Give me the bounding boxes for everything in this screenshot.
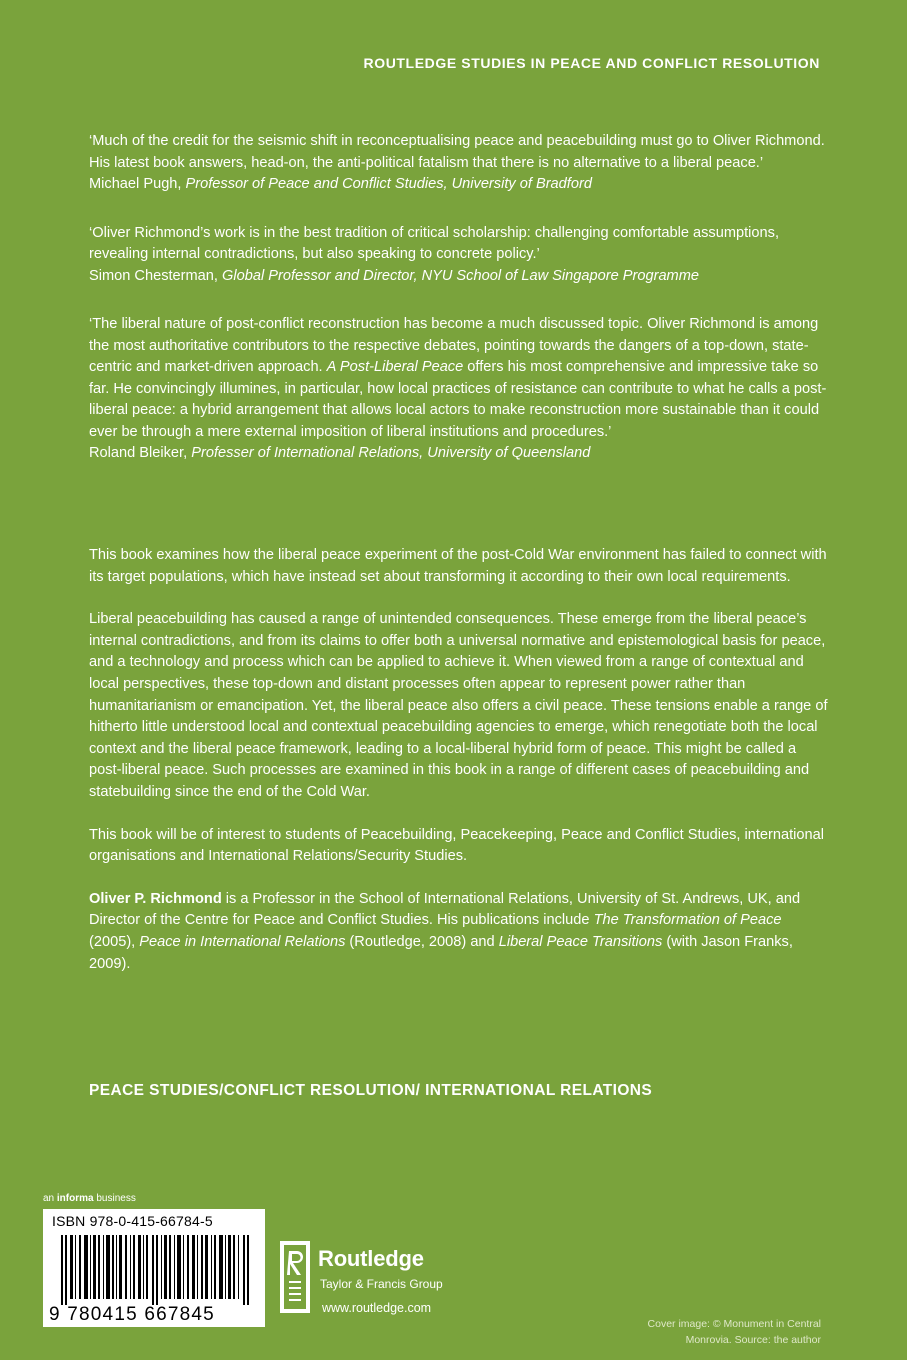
- bio-text: (Routledge, 2008) and: [345, 933, 499, 950]
- bio-text: is a Professor in the School of International Relations, University of St. Andrews, UK, and Director of the Centre for Peace and Conflict Studies. His publications include: [89, 890, 801, 929]
- endorsement-3: [89, 314, 829, 465]
- endorser-role: Professer of International Relations, University of Queensland: [191, 445, 591, 461]
- endorsement-quote: [89, 314, 829, 443]
- subject-category: PEACE STUDIES/CONFLICT RESOLUTION/ INTERNATIONAL RELATIONS: [89, 1082, 653, 1099]
- bio-text: (2005),: [89, 933, 140, 950]
- author-bio: [89, 889, 829, 975]
- informa-prefix: an: [43, 1193, 57, 1204]
- endorsement-quote: ‘Oliver Richmond’s work is in the best tradition of critical scholarship: challenging comfortable assumptions, revealing internal contradictions, but also speaking to concrete policy.’: [89, 224, 779, 262]
- endorsement-attribution: [89, 266, 829, 288]
- informa-brand: informa: [56, 1193, 94, 1204]
- endorser-role: Professor of Peace and Conflict Studies, University of Bradford: [185, 176, 592, 192]
- series-title: ROUTLEDGE STUDIES IN PEACE AND CONFLICT RESOLUTION: [363, 55, 820, 71]
- informa-tagline: [43, 1193, 136, 1204]
- book-description: [89, 545, 829, 996]
- endorsement-quote: ‘Much of the credit for the seismic shift in reconceptualising peace and peacebuilding must go to Oliver Richmond. His latest book answers, head-on, the anti-political fatalism that there is no alternative to a liberal peace.’: [89, 133, 825, 171]
- publisher-group: Taylor & Francis Group: [320, 1277, 443, 1291]
- bio-text: (with Jason Franks, 2009).: [89, 933, 793, 972]
- endorser-name: Simon Chesterman,: [89, 267, 218, 284]
- bio-book-title: The Transformation of Peace: [593, 912, 782, 929]
- barcode-bars-icon: [51, 1235, 257, 1305]
- barcode: [43, 1209, 265, 1327]
- quote-text: ‘The liberal nature of post-conflict reconstruction has become a much discussed topic. Oliver Richmond is among the most authoritative contributors to the respective debates, pointing towards the dangers of a top-down, state-centric and market-driven approach.: [89, 316, 819, 375]
- routledge-r-logo-icon: [280, 1241, 310, 1313]
- quote-text: offers his most comprehensive and impressive take so far. He convincingly illumines, in particular, how local practices of resistance can contribute to what he calls a post-liberal peace: a hybrid arrangement that allows local actors to make reconstruction more sustainable than it could ever be through a mere external imposition of liberal institutions and procedures.’: [89, 359, 827, 440]
- endorsement-attribution: [89, 174, 829, 196]
- endorser-name: Roland Bleiker,: [89, 445, 188, 461]
- ean-digits: 9 780415 667845: [49, 1304, 215, 1325]
- endorsement-2: [89, 223, 829, 288]
- quote-book-title: A Post-Liberal Peace: [326, 359, 464, 375]
- endorsement-attribution: [89, 443, 829, 465]
- endorsement-1: [89, 131, 829, 196]
- author-name: Oliver P. Richmond: [89, 890, 222, 907]
- endorser-role: Global Professor and Director, NYU School of Law Singapore Programme: [222, 267, 699, 284]
- bio-book-title: Liberal Peace Transitions: [498, 933, 663, 950]
- isbn-label: ISBN 978-0-415-66784-5: [52, 1213, 213, 1229]
- bio-book-title: Peace in International Relations: [139, 933, 346, 950]
- description-paragraph: This book examines how the liberal peace experiment of the post-Cold War environment has failed to connect with its target populations, which have instead set about transforming it according to their own local requirements.: [89, 547, 827, 585]
- publisher-name: Routledge: [318, 1246, 424, 1271]
- description-paragraph: This book will be of interest to students of Peacebuilding, Peacekeeping, Peace and Conflict Studies, international organisations and International Relations/Security Studies.: [89, 826, 825, 865]
- endorser-name: Michael Pugh,: [89, 176, 182, 192]
- publisher-website[interactable]: www.routledge.com: [322, 1301, 432, 1315]
- cover-image-credit: Cover image: © Monument in Central Monrovia. Source: the author: [647, 1318, 821, 1346]
- endorsements: [89, 131, 829, 492]
- description-paragraph: Liberal peacebuilding has caused a range of unintended consequences. These emerge from the liberal peace’s internal contradictions, and from its claims to offer both a universal normative and epistemological basis for peace, and a technology and process which can be applied to achieve it. When viewed from a range of contextual and local perspectives, these top-down and distant processes often appear to represent power rather than humanitarianism or emancipation. Yet, the liberal peace also offers a civil peace. These tensions enable a range of hitherto little understood local and contextual peacebuilding agencies to emerge, which renegotiate both the local context and the liberal peace framework, leading to a local-liberal hybrid form of peace. This might be called a post-liberal peace. Such processes are examined in this book in a range of different cases of peacebuilding and statebuilding since the end of the Cold War.: [89, 611, 828, 800]
- informa-suffix: business: [93, 1193, 136, 1204]
